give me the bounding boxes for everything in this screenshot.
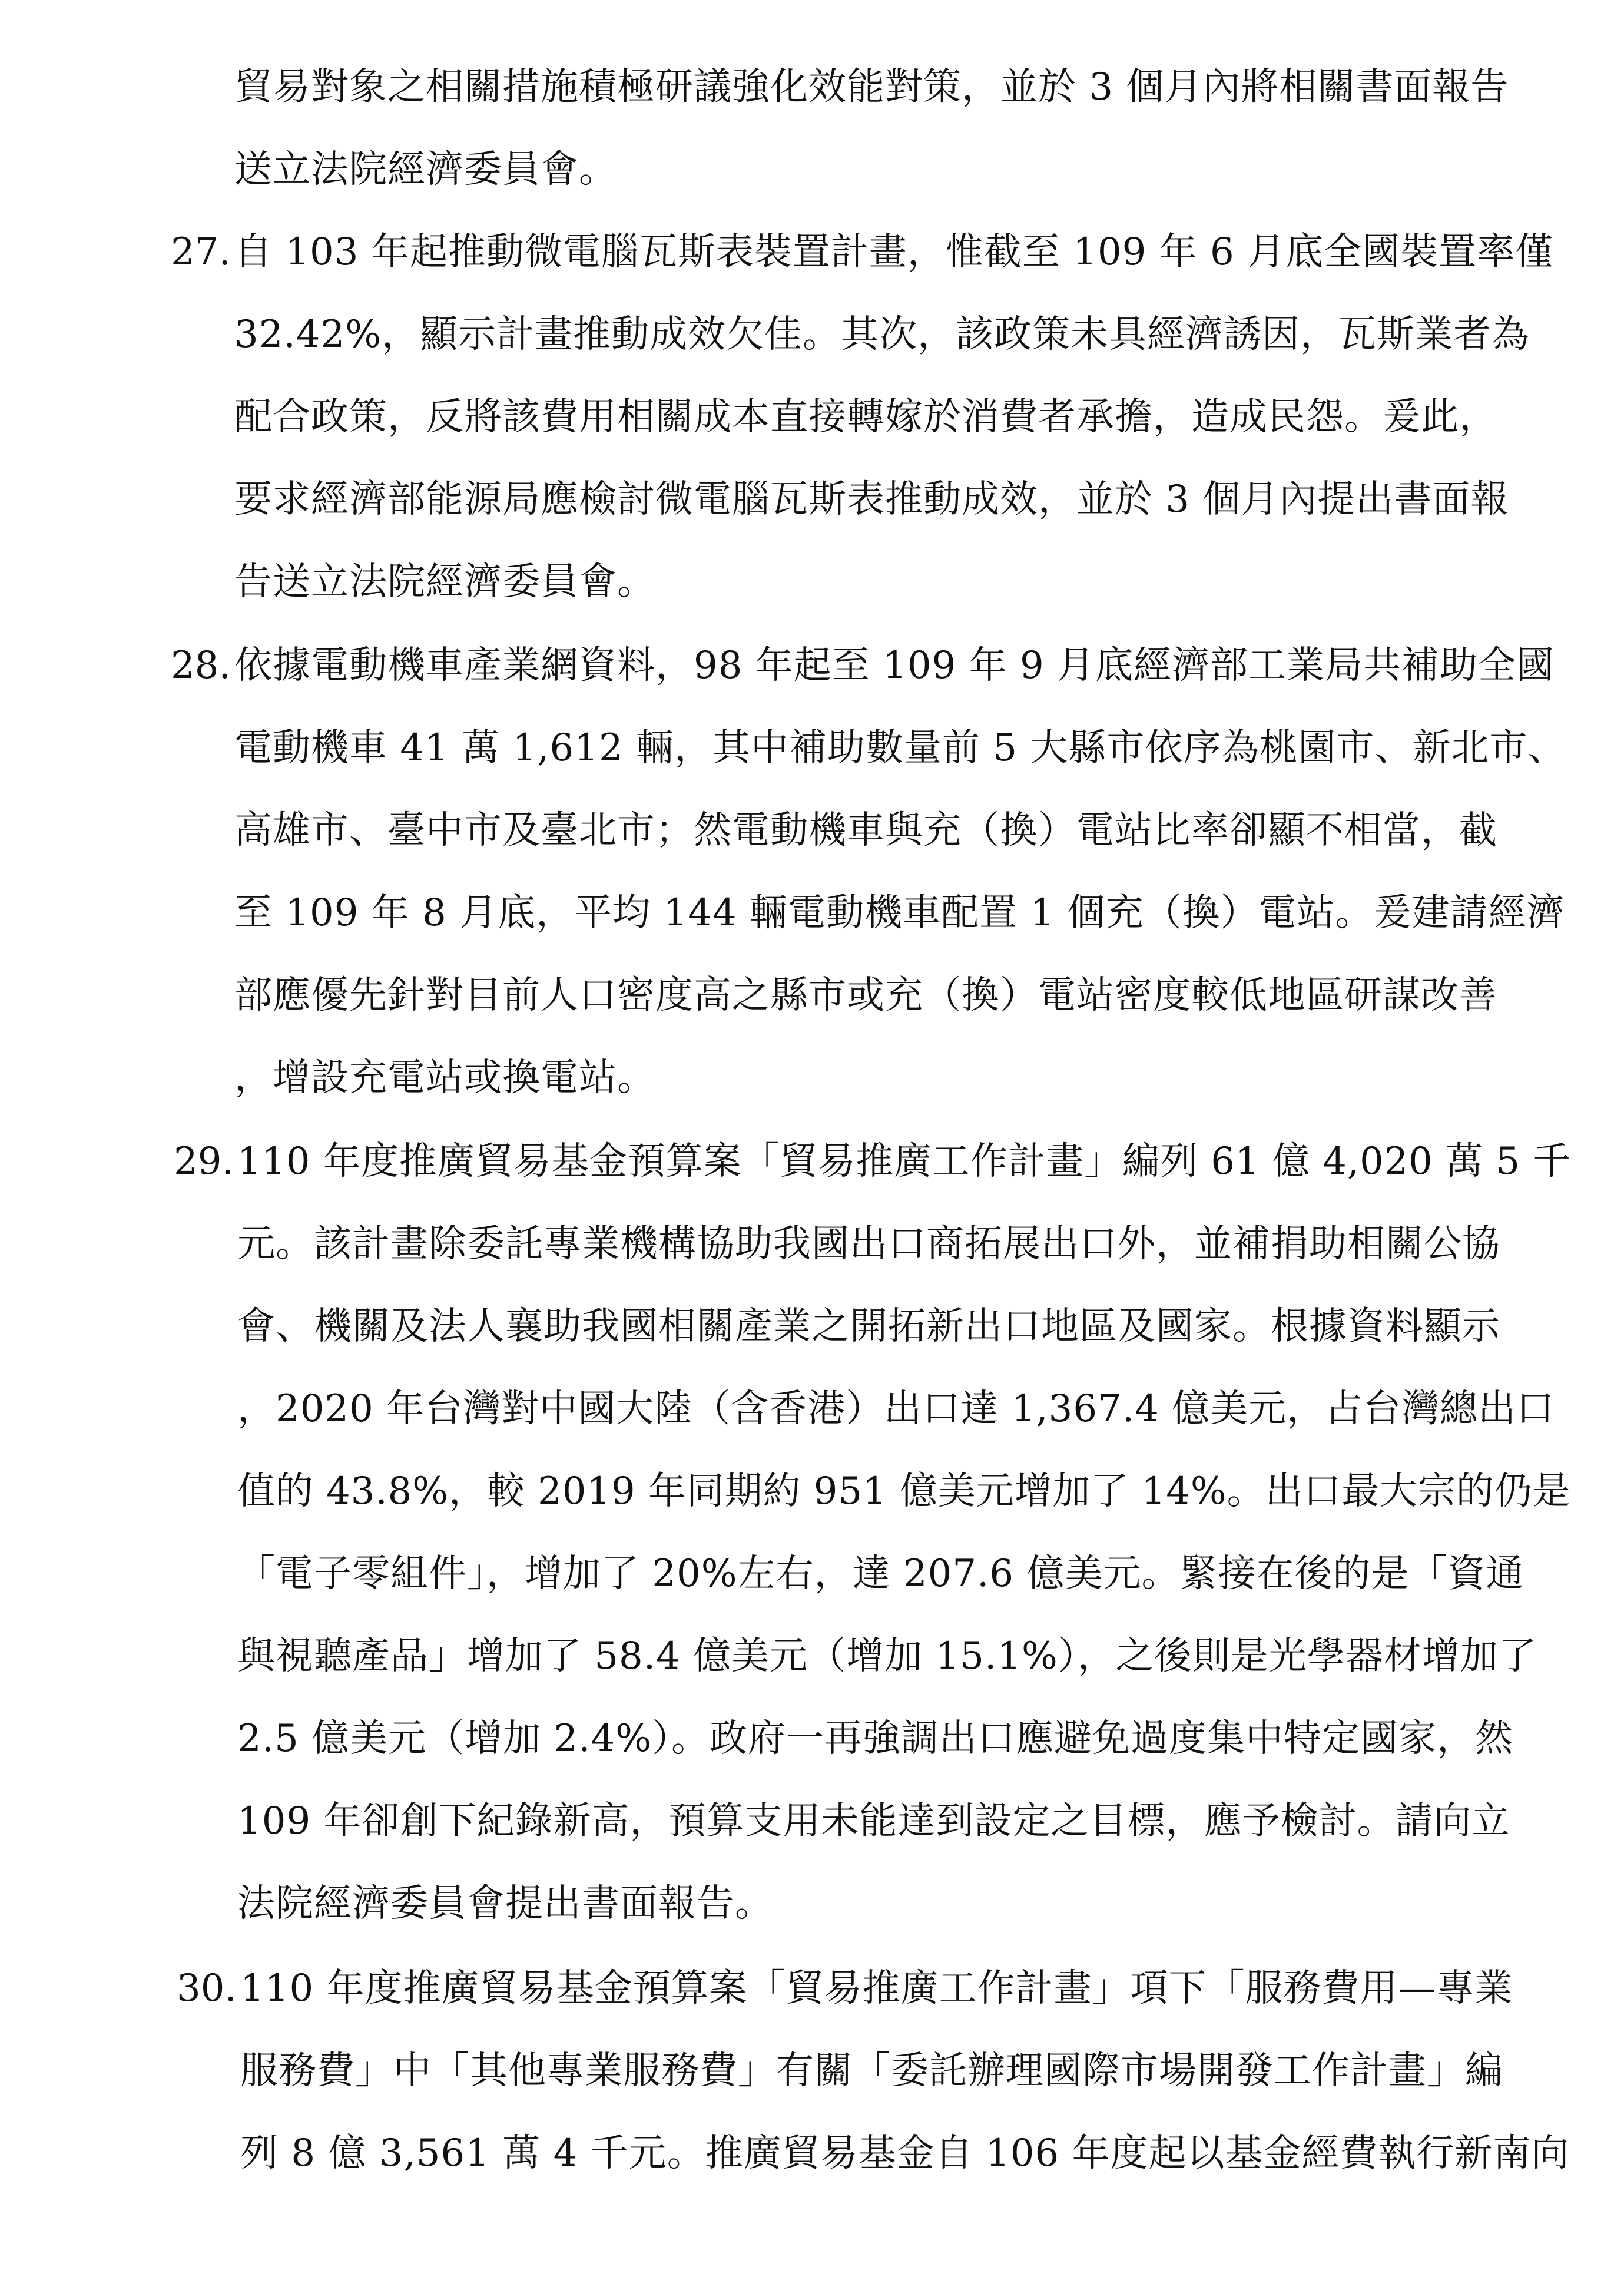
text-line: 110 年度推廣貿易基金預算案「貿易推廣工作計畫」項下「服務費用—專業 [240, 1967, 1513, 2010]
text-line: 要求經濟部能源局應檢討微電腦瓦斯表推動成效，並於 3 個月內提出書面報 [234, 478, 1509, 521]
text-line: 電動機車 41 萬 1,612 輛，其中補助數量前 5 大縣市依序為桃園市、新北市、 [234, 726, 1566, 770]
text-line: 貿易對象之相關措施積極研議強化效能對策，並於 3 個月內將相關書面報告 [234, 65, 1509, 109]
text-line: 與視聽產品」增加了 58.4 億美元（增加 15.1%），之後則是光學器材增加了 [237, 1634, 1537, 1678]
text-line: 高雄市、臺中市及臺北市；然電動機車與充（換）電站比率卻顯不相當，截 [234, 809, 1497, 852]
text-line: 配合政策，反將該費用相關成本直接轉嫁於消費者承擔，造成民怨。爰此， [234, 395, 1497, 439]
text-line: 2.5 億美元（增加 2.4%）。政府一再強調出口應避免過度集中特定國家，然 [237, 1717, 1514, 1761]
text-line: 部應優先針對目前人口密度高之縣市或充（換）電站密度較低地區研謀改善 [234, 974, 1497, 1017]
text-line: 110 年度推廣貿易基金預算案「貿易推廣工作計畫」編列 61 億 4,020 萬 5 千 [237, 1140, 1571, 1183]
item-number: 28. [171, 644, 231, 687]
text-line: 值的 43.8%，較 2019 年同期約 951 億美元增加了 14%。出口最大宗的仍是 [237, 1470, 1571, 1513]
text-line: 告送立法院經濟委員會。 [234, 560, 655, 604]
item-number: 29. [174, 1140, 234, 1183]
text-line: 109 年卻創下紀錄新高，預算支用未能達到設定之目標，應予檢討。請向立 [237, 1799, 1510, 1843]
item-number: 30. [177, 1967, 237, 2010]
text-line: 服務費」中「其他專業服務費」有關「委託辦理國際市場開發工作計畫」編 [240, 2049, 1503, 2093]
text-line: 送立法院經濟委員會。 [234, 148, 617, 191]
text-line: 列 8 億 3,561 萬 4 千元。推廣貿易基金自 106 年度起以基金經費執行新南向 [240, 2132, 1570, 2175]
text-line: ，2020 年台灣對中國大陸（含香港）出口達 1,367.4 億美元，占台灣總出口 [237, 1387, 1555, 1431]
text-line: 至 109 年 8 月底，平均 144 輛電動機車配置 1 個充（換）電站。爰建請經濟 [234, 891, 1565, 935]
text-line: 會、機關及法人襄助我國相關產業之開拓新出口地區及國家。根據資料顯示 [237, 1305, 1500, 1348]
text-line: 32.42%，顯示計畫推動成效欠佳。其次，該政策未具經濟誘因，瓦斯業者為 [234, 313, 1530, 356]
text-line: ，增設充電站或換電站。 [234, 1056, 655, 1100]
text-line: 「電子零組件」，增加了 20%左右，達 207.6 億美元。緊接在後的是「資通 [237, 1552, 1524, 1596]
text-line: 依據電動機車產業網資料，98 年起至 109 年 9 月底經濟部工業局共補助全國 [234, 644, 1555, 687]
item-number: 27. [171, 230, 231, 274]
text-line: 元。該計畫除委託專業機構協助我國出口商拓展出口外，並補捐助相關公協 [237, 1222, 1500, 1266]
text-line: 法院經濟委員會提出書面報告。 [237, 1882, 773, 1925]
text-line: 自 103 年起推動微電腦瓦斯表裝置計畫，惟截至 109 年 6 月底全國裝置率僅 [234, 230, 1554, 274]
